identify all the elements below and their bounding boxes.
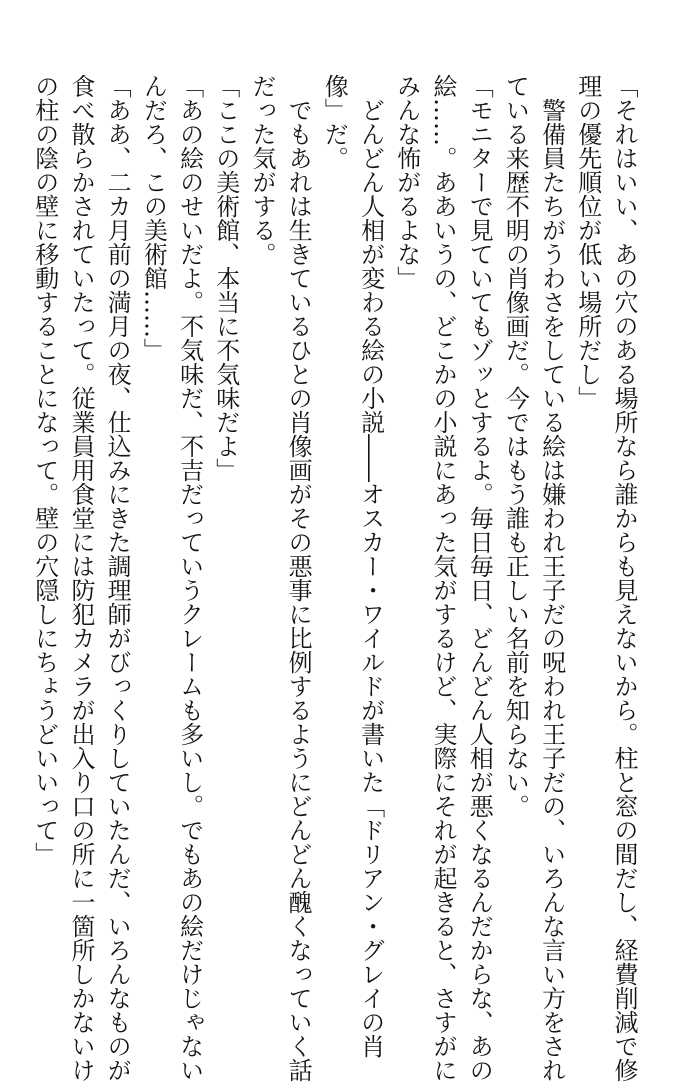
text-line: 像」だ。 bbox=[320, 74, 349, 170]
text-line: 理の優先順位が低い場所だし」 bbox=[573, 74, 602, 410]
text-line: 「モニターで見ていてもゾッとするよ。毎日毎日、どんどん人相が悪くなるんだからな、あの bbox=[465, 74, 494, 1082]
text-line: ている来歴不明の肖像画だ。今ではもう誰も正しい名前を知らない。 bbox=[501, 74, 530, 818]
text-line: 「ここの美術館、本当に不気味だよ」 bbox=[211, 74, 240, 482]
text-line: 食べ散らかされていたって。従業員用食堂には防犯カメラが出入り口の所に一箇所しかないけ bbox=[66, 74, 95, 1082]
text-line: 「あの絵のせいだよ。不気味だ、不吉だっていうクレームも多いし。でもあの絵だけじゃない bbox=[175, 74, 204, 1082]
text-line: んだろ、この美術館……」 bbox=[139, 74, 168, 362]
text-line: でもあれは生きているひとの肖像画がその悪事に比例するようにどんどん醜くなっていく話 bbox=[284, 74, 313, 1082]
text-line: 「それはいい、あの穴のある場所なら誰からも見えないから。柱と窓の間だし、経費削減で修 bbox=[610, 74, 638, 1082]
text-line: みんな怖がるよな」 bbox=[392, 74, 421, 290]
text-line: だった気がする。 bbox=[247, 74, 276, 266]
text-line: どんどん人相が変わる絵の小説――オスカー・ワイルドが書いた「ドリアン・グレイの肖 bbox=[356, 74, 385, 1058]
text-line: 絵……。ああいうの、どこかの小説にあった気がするけど、実際にそれが起きると、さすがに bbox=[428, 74, 457, 1082]
text-line: の柱の陰の壁に移動することになって。壁の穴隠しにちょうどいいって」 bbox=[30, 74, 59, 866]
text-line: 警備員たちがうわさをしている絵は嫌われ王子だの呪われ王子だの、いろんな言い方をされ bbox=[537, 74, 566, 1082]
text-line: 「ああ、二カ月前の満月の夜、仕込みにきた調理師がびっくりしていたんだ、いろんなものが bbox=[103, 74, 132, 1082]
novel-page-text bbox=[30, 74, 642, 1082]
